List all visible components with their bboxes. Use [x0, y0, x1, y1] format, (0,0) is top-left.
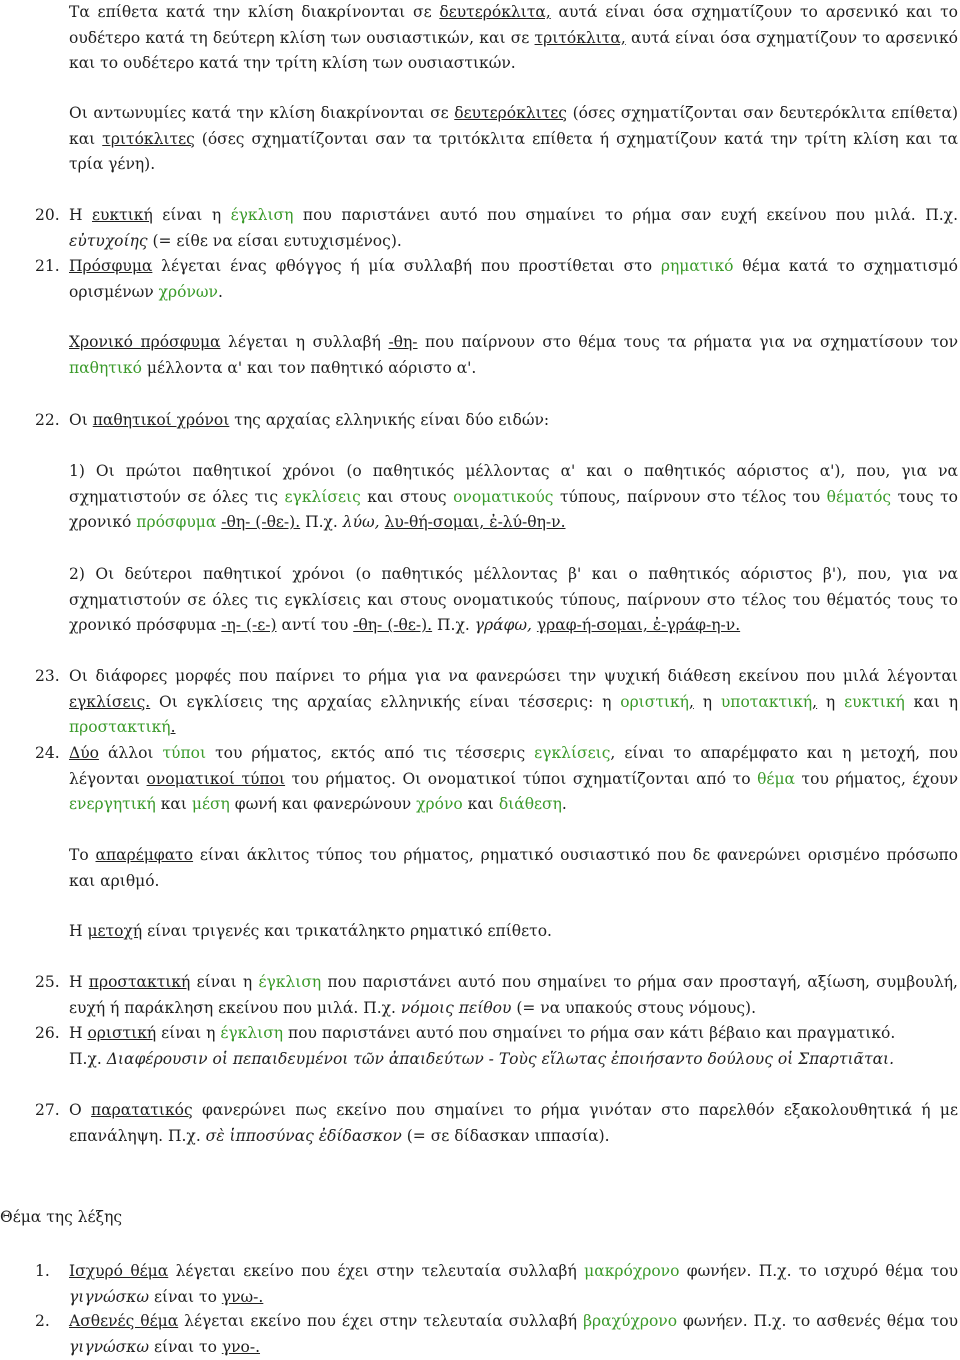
term-tritoklites: τριτόκλιτες — [102, 129, 195, 148]
term-egklisi: έγκλιση — [230, 206, 294, 224]
item-number: 23. — [35, 667, 60, 685]
example-greek: εὐτυχοίης — [69, 231, 148, 250]
item-number: 22. — [35, 411, 60, 429]
term-optative: ευκτική — [92, 206, 153, 224]
term-prosfyma: Πρόσφυμα — [69, 257, 153, 275]
item-number: 20. — [35, 206, 60, 224]
term-tritoklita: τριτόκλιτα, — [534, 28, 626, 47]
paragraph-second-passive: 2) Οι δεύτεροι παθητικοί χρόνοι (ο παθητικός μέλλοντας β' και ο παθητικός αόριστος β'), που, για να σχηματιστούν σε όλες τις εγκλίσεις και στους ονοματικούς τύπους, παίρνουν στο τέλος του θέματός τους το χρονικό πρόσφυμα -η- (-ε-) αντί του -θη- (-θε-). Π.χ. γράφω, γραφ-ή-σομαι, ἐ-γράφ-η-ν. — [69, 565, 958, 634]
term-xronon: χρόνων — [158, 282, 218, 301]
term-xroniko-prosfyma: Χρονικό πρόσφυμα — [69, 333, 221, 351]
term-pathitiko: παθητικό — [69, 358, 142, 377]
list-item-25: 25. Η προστακτική είναι η έγκλιση που παριστάνει αυτό που σημαίνει το ρήμα σαν προσταγή, αξίωση, συμβουλή, ευχή ή παράκληση εκείνου που μιλά. Π.χ. νόμοις πείθου (= να υπακούς στους νόμους). — [0, 970, 960, 1021]
term-the: -θη- — [388, 333, 418, 351]
list-item-21: 21. Πρόσφυμα λέγεται ένας φθόγγος ή μία συλλαβή που προστίθεται στο ρηματικό θέμα κατά το σχηματισμό ορισμένων χρόνων. — [0, 254, 960, 305]
paragraph-participle: Η μετοχή είναι τριγενές και τρικατάληκτο ρηματικό επίθετο. — [69, 922, 552, 940]
term-rimatiko: ρηματικό — [660, 257, 734, 275]
paragraph-infinitive: Το απαρέμφατο είναι άκλιτος τύπος του ρήματος, ρηματικό ουσιαστικό που δε φανερώνει ορισμένο πρόσωπο και αριθμό. — [69, 846, 958, 890]
item-number: 1. — [35, 1262, 50, 1280]
list-item-23: 23. Οι διάφορες μορφές που παίρνει το ρήμα για να φανερώσει την ψυχική διάθεση εκείνου που μιλά λέγονται εγκλίσεις. Οι εγκλίσεις της αρχαίας ελληνικής είναι τέσσερις: η οριστική, η υποτακτική, η ευκτική και η προστακτική. — [0, 664, 960, 741]
list-item-24: 24. Δύο άλλοι τύποι του ρήματος, εκτός από τις τέσσερις εγκλίσεις, είναι το απαρέμφατο και η μετοχή, που λέγονται ονοματικοί τύποι του ρήματος. Οι ονοματικοί τύποι σχηματίζονται από το θέμα του ρήματος, έχουν ενεργητική και μέση φωνή και φανερώνουν χρόνο και διάθεση. — [0, 741, 960, 818]
list-item-26: 26. Η οριστική είναι η έγκλιση που παριστάνει αυτό που σημαίνει το ρήμα σαν κάτι βέβαιο και πραγματικό. Π.χ. Διαφέρουσιν οἱ πεπαιδευμένοι τῶν ἀπαιδεύτων - Τοὺς εἵλωτας ἐποιήσαντο δούλους οἱ Σπαρτιᾶται. — [0, 1021, 960, 1072]
paragraph-time-prosfyma: Χρονικό πρόσφυμα λέγεται η συλλαβή -θη- που παίρνουν στο θέμα τους τα ρήματα για να σχηματίσουν τον παθητικό μέλλοντα α' και τον παθητικό αόριστο α'. — [69, 333, 959, 377]
theme-list-item-2: 2. Ασθενές θέμα λέγεται εκείνο που έχει στην τελευταία συλλαβή βραχύχρονο φωνήεν. Π.χ. το ασθενές θέμα του γιγνώσκω είναι το γνο-. — [0, 1309, 960, 1360]
list-item-20: 20. Η ευκτική είναι η έγκλιση που παριστάνει αυτό που σημαίνει το ρήμα σαν ευχή εκείνου που μιλά. Π.χ. εὐτυχοίης (= είθε να είσαι ευτυχισμένος). — [0, 203, 960, 254]
term-deuteroklites: δευτερόκλιτες — [454, 104, 567, 122]
item-number: 24. — [35, 744, 60, 762]
term-pathitikoi-xronoi: παθητικοί χρόνοι — [92, 411, 230, 429]
item-number: 27. — [35, 1101, 60, 1119]
item-number: 26. — [35, 1024, 60, 1042]
paragraph-adjectives-declension: Τα επίθετα κατά την κλίση διακρίνονται σε δευτερόκλιτα, αυτά είναι όσα σχηματίζουν το αρσενικό και το ουδέτερο κατά τη δεύτερη κλίση των ουσιαστικών, και σε τριτόκλιτα, αυτά είναι όσα σχηματίζουν το αρσενικό και το ουδέτερο κατά την τρίτη κλίση των ουσιαστικών. — [69, 3, 959, 72]
list-item-22: 22. Οι παθητικοί χρόνοι της αρχαίας ελληνικής είναι δύο ειδών: — [0, 408, 960, 434]
term-deuteroklita: δευτερόκλιτα, — [439, 3, 551, 21]
section-title: Θέμα της λέξης — [0, 1208, 123, 1226]
item-number: 25. — [35, 973, 60, 991]
item-number: 2. — [35, 1312, 50, 1330]
list-item-27: 27. Ο παρατατικός φανερώνει πως εκείνο που σημαίνει το ρήμα γινόταν στο παρελθόν εξακολουθητικά ή με επανάληψη. Π.χ. σὲ ἱπποσύνας ἐδίδασκον (= σε δίδασκαν ιππασία). — [0, 1098, 960, 1149]
item-number: 21. — [35, 257, 60, 275]
theme-list-item-1: 1. Ισχυρό θέμα λέγεται εκείνο που έχει στην τελευταία συλλαβή μακρόχρονο φωνήεν. Π.χ. το ισχυρό θέμα του γιγνώσκω είναι το γνω-. — [0, 1259, 960, 1310]
paragraph-first-passive: 1) Οι πρώτοι παθητικοί χρόνοι (ο παθητικός μέλλοντας α' και ο παθητικός αόριστος α'), που, για να σχηματιστούν σε όλες τις εγκλίσεις και στους ονοματικούς τύπους, παίρνουν στο τέλος του θέματός τους το χρονικό πρόσφυμα -θη- (-θε-). Π.χ. λύω, λυ-θή-σομαι, ἐ-λύ-θη-ν. — [69, 462, 959, 531]
paragraph-pronouns-declension: Οι αντωνυμίες κατά την κλίση διακρίνονται σε δευτερόκλιτες (όσες σχηματίζονται σαν δευτερόκλιτα επίθετα) και τριτόκλιτες (όσες σχηματίζονται σαν τα τριτόκλιτα επίθετα ή σχηματίζουν κατά την τρίτη κλίση και τα τρία γένη). — [69, 104, 958, 173]
